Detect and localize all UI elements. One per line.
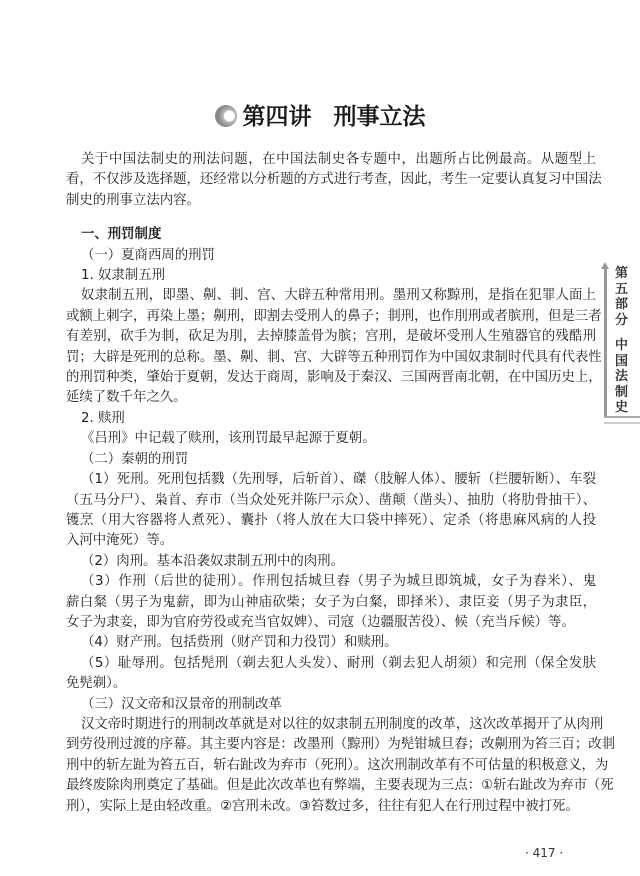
chapter-name: 刑事立法 — [333, 103, 426, 130]
text-line: 1. 奴隶制五刑 — [81, 268, 165, 284]
tab-subject: 中国法制史 — [615, 338, 629, 415]
text-line: 有差别，砍手为剕，砍足为刖，去掉膝盖骨为膑；宫刑，是破坏受刑人生殖器官的残酷刑 — [66, 329, 596, 345]
section-heading — [66, 225, 596, 245]
text-line: 最终废除肉刑奠定了基础。但是此次改革也有弊端，主要表现为三点：①斩右趾改为弃市（死 — [66, 778, 614, 794]
paragraph — [66, 470, 596, 552]
text-line: （五马分尸）、枭首、弃市（当众处死并陈尸示众）、凿颠（凿头）、抽肋（将肋骨抽干）、 — [66, 492, 596, 508]
tab-divider — [604, 268, 607, 416]
text-line: 关于中国法制史的刑法问题，在中国法制史各专题中，出题所占比例最高。从题型上 — [81, 152, 596, 167]
subheading — [66, 695, 596, 715]
text-line: 《吕刑》中记载了赎刑，该刑罚最早起源于夏朝。 — [81, 431, 376, 447]
arrow-up-icon — [601, 262, 609, 269]
subheading — [66, 450, 596, 470]
text-line: （二）秦朝的刑罚 — [81, 451, 189, 467]
paragraph — [66, 286, 602, 408]
subheading — [66, 266, 596, 286]
text-line: 奴隶制五刑，即墨、劓、剕、宫、大辟五种常用刑。墨刑又称黥刑，是指在犯罪人面上 — [81, 288, 596, 304]
text-line: （5）耻辱刑。包括髡刑（剃去犯人头发）、耐刑（剃去犯人胡须）和完刑（保全发肤 — [81, 655, 596, 671]
tab-part: 第五部分 — [615, 266, 629, 328]
text-line: 延续了数千年之久。 — [66, 390, 187, 406]
chapter-number: 第四讲 — [242, 103, 312, 130]
text-line: 一、刑罚制度 — [81, 227, 162, 243]
text-line: （3）作刑（后世的徒刑）。作刑包括城旦舂（男子为城旦即筑城，女子为舂米）、鬼 — [81, 574, 596, 590]
chapter-title — [0, 98, 640, 131]
text-line: （4）财产刑。包括赀刑（财产罚和力役罚）和赎刑。 — [81, 635, 398, 651]
text-line: 女子为隶妾，即为官府劳役或充当官奴婢）、司寇（边疆服苦役）、候（充当斥候）等。 — [66, 614, 575, 630]
text-line: （一）夏商西周的刑罚 — [81, 247, 215, 263]
text-line: 薪白粲（男子为鬼薪，即为山神庙砍柴；女子为白粲，即择米）、隶臣妾（男子为隶臣， — [66, 594, 596, 610]
subheading — [66, 633, 596, 653]
text-line: 入河中淹死）等。 — [66, 533, 174, 549]
page-number: · 417 · — [525, 846, 564, 860]
text-line: 的刑罚种类，肇始于夏朝，发达于商周，影响及于秦汉、三国两晋南北朝，在中国历史上， — [66, 370, 602, 386]
paragraph — [66, 715, 616, 817]
spacer — [66, 211, 596, 225]
text-line: 2. 赎刑 — [81, 410, 125, 426]
text-line: 或额上刺字，再染上墨；劓刑，即割去受刑人的鼻子；剕刑，也作刖刑或者膑刑，但是三者 — [66, 308, 602, 324]
paragraph — [66, 572, 596, 633]
subheading — [66, 552, 596, 572]
text-line: 看，不仅涉及选择题，还经常以分析题的方式进行考查，因此，考生一定要认真复习中国法 — [66, 172, 602, 188]
section-side-tab — [602, 262, 640, 422]
text-line: 罚；大辟是死刑的总称。墨、劓、剕、宫、大辟等五种刑罚作为中国奴隶制时代具有代表性 — [66, 349, 602, 365]
subheading — [66, 429, 596, 449]
paragraph — [66, 654, 596, 695]
text-line: （1）死刑。死刑包括戮（先刑辱，后斩首）、磔（肢解人体）、腰斩（拦腰斩断）、车裂 — [81, 472, 596, 488]
text-line: 汉文帝时期进行的刑制改革就是对以往的奴隶制五刑制度的改革，这次改革揭开了从肉刑 — [81, 716, 604, 732]
tab-divider-bottom — [604, 416, 640, 424]
subheading — [66, 246, 596, 266]
text-line: 刑中的斩左趾为笞五百，斩右趾改为弃市（死刑）。这次刑制改革有不可估量的积极意义，为 — [66, 757, 609, 773]
paragraph — [66, 150, 602, 211]
page-body — [66, 150, 616, 817]
text-line: 镬烹（用大容器将人煮死）、囊扑（将人放在大口袋中摔死）、定杀（将患麻风病的人投 — [66, 512, 596, 528]
text-line: 免髡剃）。 — [66, 676, 127, 692]
text-line: （三）汉文帝和汉景帝的刑制改革 — [81, 696, 282, 712]
subheading — [66, 409, 596, 429]
text-line: 刑），实际上是由轻改重。②宫刑未改。③笞数过多，往往有犯人在行刑过程中被打死。 — [66, 798, 579, 814]
text-line: （2）肉刑。基本沿袭奴隶制五刑中的肉刑。 — [81, 553, 344, 569]
text-line: 制史的刑事立法内容。 — [66, 192, 200, 208]
chapter-logo-icon — [215, 105, 237, 127]
text-line: 到劳役刑过渡的序幕。其主要内容是：改墨刑（黥刑）为髡钳城旦舂；改劓刑为笞三百；改剕 — [66, 737, 616, 753]
